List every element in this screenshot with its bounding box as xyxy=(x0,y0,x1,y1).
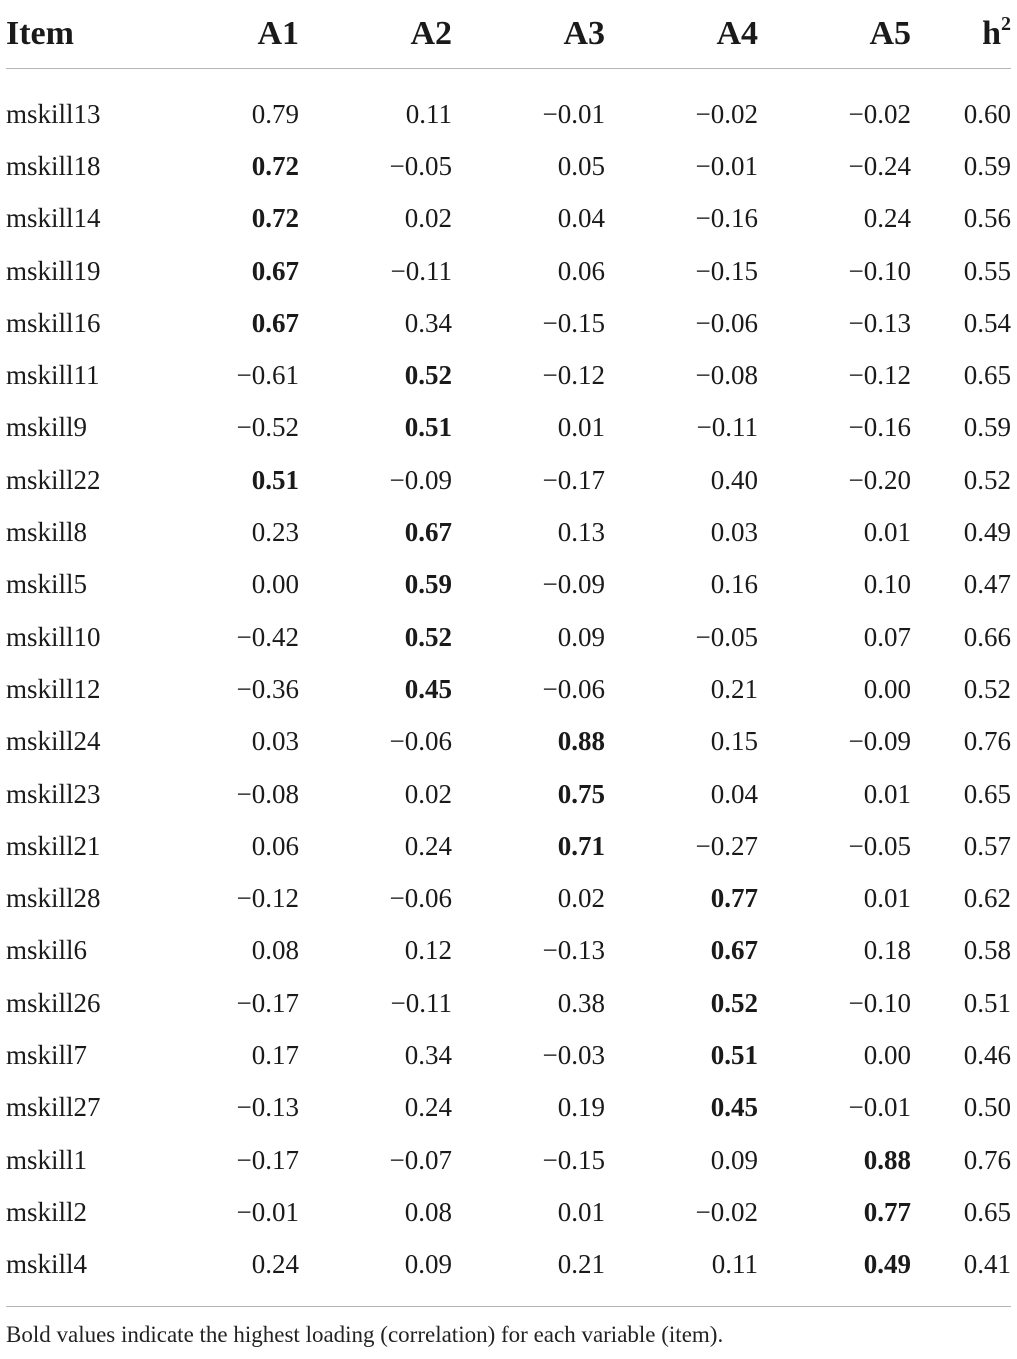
cell-a5: −0.10 xyxy=(848,987,911,1018)
cell-a2: 0.02 xyxy=(404,203,452,234)
cell-a1: 0.67 xyxy=(251,307,299,338)
cell-a2: −0.11 xyxy=(390,255,452,286)
cell-a1: 0.08 xyxy=(251,935,299,966)
cell-a5: −0.12 xyxy=(848,360,911,391)
cell-a1: 0.03 xyxy=(251,726,299,757)
header-a4: A4 xyxy=(605,0,758,69)
cell-item: mskill14 xyxy=(6,203,101,234)
cell-item: mskill6 xyxy=(6,935,88,966)
cell-a3: 0.01 xyxy=(557,1196,605,1227)
cell-a1: 0.72 xyxy=(251,150,299,181)
cell-a3: −0.17 xyxy=(542,464,605,495)
cell-a4: 0.11 xyxy=(711,1249,758,1280)
cell-a4: −0.05 xyxy=(695,621,758,652)
cell-a2: −0.09 xyxy=(389,464,452,495)
cell-a4: 0.67 xyxy=(710,935,758,966)
header-a3: A3 xyxy=(452,0,605,69)
cell-h2: 0.50 xyxy=(963,1092,1011,1123)
cell-a1: −0.17 xyxy=(236,987,299,1018)
cell-a3: −0.03 xyxy=(542,1039,605,1070)
cell-a3: 0.75 xyxy=(557,778,605,809)
cell-a3: 0.38 xyxy=(557,987,605,1018)
cell-a2: 0.34 xyxy=(404,307,452,338)
table-row xyxy=(6,768,1011,820)
cell-a3: −0.09 xyxy=(542,569,605,600)
cell-a2: 0.12 xyxy=(404,935,452,966)
cell-h2: 0.56 xyxy=(963,203,1011,234)
cell-a5: −0.16 xyxy=(848,412,911,443)
cell-a5: 0.01 xyxy=(863,778,911,809)
cell-h2: 0.76 xyxy=(963,726,1011,757)
header-a2: A2 xyxy=(299,0,452,69)
cell-a1: 0.79 xyxy=(251,98,299,129)
cell-item: mskill12 xyxy=(6,673,101,704)
cell-item: mskill9 xyxy=(6,412,88,443)
cell-a2: 0.52 xyxy=(404,360,452,391)
cell-h2: 0.51 xyxy=(963,987,1011,1018)
cell-a1: −0.08 xyxy=(236,778,299,809)
cell-a1: 0.67 xyxy=(251,255,299,286)
table-row xyxy=(6,193,1011,245)
cell-a1: −0.36 xyxy=(236,673,299,704)
cell-item: mskill27 xyxy=(6,1092,101,1123)
loadings-table-container xyxy=(6,0,1011,1291)
cell-a1: −0.01 xyxy=(236,1196,299,1227)
cell-a2: 0.02 xyxy=(404,778,452,809)
cell-item: mskill2 xyxy=(6,1196,88,1227)
cell-a1: 0.51 xyxy=(251,464,299,495)
cell-a1: −0.13 xyxy=(236,1092,299,1123)
table-bottom-rule xyxy=(6,1306,1011,1307)
cell-a5: 0.01 xyxy=(863,883,911,914)
cell-h2: 0.46 xyxy=(963,1039,1011,1070)
header-a5: A5 xyxy=(758,0,911,69)
cell-h2: 0.57 xyxy=(963,830,1011,861)
cell-item: mskill11 xyxy=(6,360,100,391)
cell-a4: 0.03 xyxy=(710,517,758,548)
cell-a2: −0.06 xyxy=(389,883,452,914)
table-row xyxy=(6,872,1011,924)
cell-a2: 0.67 xyxy=(404,517,452,548)
cell-a2: 0.11 xyxy=(405,98,452,129)
cell-item: mskill19 xyxy=(6,255,101,286)
cell-item: mskill5 xyxy=(6,569,88,600)
cell-a5: −0.10 xyxy=(848,255,911,286)
cell-a3: 0.21 xyxy=(557,1249,605,1280)
header-h2-superscript: 2 xyxy=(1001,13,1011,35)
cell-a4: 0.45 xyxy=(710,1092,758,1123)
cell-a2: 0.24 xyxy=(404,1092,452,1123)
table-row xyxy=(6,1029,1011,1081)
cell-a5: 0.01 xyxy=(863,517,911,548)
cell-a1: −0.12 xyxy=(236,883,299,914)
table-row xyxy=(6,1134,1011,1186)
cell-a5: 0.00 xyxy=(863,673,911,704)
table-row xyxy=(6,925,1011,977)
cell-a5: 0.49 xyxy=(863,1249,911,1280)
table-row xyxy=(6,820,1011,872)
cell-a5: −0.02 xyxy=(848,98,911,129)
header-item: Item xyxy=(6,0,146,69)
cell-a1: 0.72 xyxy=(251,203,299,234)
cell-item: mskill24 xyxy=(6,726,101,757)
cell-a2: −0.05 xyxy=(389,150,452,181)
cell-a1: −0.42 xyxy=(236,621,299,652)
cell-item: mskill13 xyxy=(6,98,101,129)
cell-h2: 0.59 xyxy=(963,412,1011,443)
cell-a1: −0.61 xyxy=(236,360,299,391)
cell-h2: 0.41 xyxy=(963,1249,1011,1280)
table-row xyxy=(6,1186,1011,1238)
table-row xyxy=(6,506,1011,558)
cell-h2: 0.65 xyxy=(963,360,1011,391)
cell-item: mskill21 xyxy=(6,830,101,861)
table-body xyxy=(6,69,1011,1291)
header-h2 xyxy=(911,0,1011,69)
cell-a5: 0.07 xyxy=(863,621,911,652)
table-row xyxy=(6,245,1011,297)
cell-h2: 0.65 xyxy=(963,1196,1011,1227)
cell-a4: −0.27 xyxy=(695,830,758,861)
cell-h2: 0.62 xyxy=(963,883,1011,914)
cell-h2: 0.65 xyxy=(963,778,1011,809)
cell-a2: −0.07 xyxy=(389,1144,452,1175)
cell-item: mskill7 xyxy=(6,1039,88,1070)
cell-a5: −0.05 xyxy=(848,830,911,861)
cell-a3: 0.88 xyxy=(557,726,605,757)
table-row xyxy=(6,1082,1011,1134)
header-h2-base: h xyxy=(982,15,1001,52)
cell-a4: 0.40 xyxy=(710,464,758,495)
cell-a3: 0.09 xyxy=(557,621,605,652)
cell-a4: 0.21 xyxy=(710,673,758,704)
header-row xyxy=(6,0,1011,69)
cell-a5: 0.88 xyxy=(863,1144,911,1175)
table-row xyxy=(6,402,1011,454)
cell-item: mskill18 xyxy=(6,150,101,181)
cell-h2: 0.58 xyxy=(963,935,1011,966)
table-row xyxy=(6,977,1011,1029)
cell-a2: 0.08 xyxy=(404,1196,452,1227)
cell-a4: 0.09 xyxy=(710,1144,758,1175)
cell-item: mskill26 xyxy=(6,987,101,1018)
cell-item: mskill22 xyxy=(6,464,101,495)
cell-item: mskill28 xyxy=(6,883,101,914)
cell-a4: −0.02 xyxy=(695,1196,758,1227)
cell-a5: 0.18 xyxy=(863,935,911,966)
cell-a3: 0.04 xyxy=(557,203,605,234)
cell-a3: 0.06 xyxy=(557,255,605,286)
cell-a3: −0.12 xyxy=(542,360,605,391)
cell-a5: 0.00 xyxy=(863,1039,911,1070)
cell-a4: 0.04 xyxy=(710,778,758,809)
cell-a3: 0.02 xyxy=(557,883,605,914)
cell-a4: 0.15 xyxy=(710,726,758,757)
cell-a4: −0.11 xyxy=(696,412,758,443)
table-row xyxy=(6,349,1011,401)
table-header xyxy=(6,0,1011,69)
table-row xyxy=(6,663,1011,715)
cell-item: mskill16 xyxy=(6,307,101,338)
cell-a3: −0.01 xyxy=(542,98,605,129)
cell-a5: −0.13 xyxy=(848,307,911,338)
cell-a4: −0.02 xyxy=(695,98,758,129)
cell-a4: 0.16 xyxy=(710,569,758,600)
cell-h2: 0.49 xyxy=(963,517,1011,548)
cell-a1: −0.17 xyxy=(236,1144,299,1175)
cell-a4: 0.77 xyxy=(710,883,758,914)
cell-a4: −0.16 xyxy=(695,203,758,234)
factor-loadings-table xyxy=(6,0,1011,1291)
cell-h2: 0.52 xyxy=(963,464,1011,495)
cell-a2: −0.06 xyxy=(389,726,452,757)
cell-a1: −0.52 xyxy=(236,412,299,443)
cell-a4: −0.06 xyxy=(695,307,758,338)
cell-item: mskill8 xyxy=(6,517,88,548)
cell-a2: 0.24 xyxy=(404,830,452,861)
cell-a5: 0.77 xyxy=(863,1196,911,1227)
cell-h2: 0.52 xyxy=(963,673,1011,704)
cell-item: mskill10 xyxy=(6,621,101,652)
cell-a5: −0.01 xyxy=(848,1092,911,1123)
cell-a5: 0.10 xyxy=(863,569,911,600)
cell-a5: 0.24 xyxy=(863,203,911,234)
cell-a1: 0.24 xyxy=(251,1249,299,1280)
cell-h2: 0.54 xyxy=(963,307,1011,338)
cell-a3: −0.15 xyxy=(542,1144,605,1175)
cell-a2: 0.51 xyxy=(404,412,452,443)
cell-a1: 0.17 xyxy=(251,1039,299,1070)
cell-a3: −0.06 xyxy=(542,673,605,704)
table-row xyxy=(6,611,1011,663)
cell-a4: −0.08 xyxy=(695,360,758,391)
table-row xyxy=(6,454,1011,506)
cell-a3: 0.05 xyxy=(557,150,605,181)
cell-item: mskill1 xyxy=(6,1144,88,1175)
cell-item: mskill4 xyxy=(6,1249,88,1280)
cell-a2: −0.11 xyxy=(390,987,452,1018)
cell-a5: −0.09 xyxy=(848,726,911,757)
cell-h2: 0.47 xyxy=(963,569,1011,600)
cell-a3: 0.71 xyxy=(557,830,605,861)
cell-a3: 0.13 xyxy=(557,517,605,548)
table-row xyxy=(6,88,1011,140)
cell-a1: 0.00 xyxy=(251,569,299,600)
header-spacer xyxy=(6,69,1011,89)
cell-h2: 0.55 xyxy=(963,255,1011,286)
table-row xyxy=(6,140,1011,192)
cell-a2: 0.45 xyxy=(404,673,452,704)
cell-a2: 0.09 xyxy=(404,1249,452,1280)
cell-a5: −0.24 xyxy=(848,150,911,181)
cell-a1: 0.23 xyxy=(251,517,299,548)
cell-a1: 0.06 xyxy=(251,830,299,861)
table-row xyxy=(6,1239,1011,1291)
cell-h2: 0.66 xyxy=(963,621,1011,652)
cell-a4: 0.51 xyxy=(710,1039,758,1070)
table-row xyxy=(6,716,1011,768)
header-a1: A1 xyxy=(146,0,299,69)
cell-item: mskill23 xyxy=(6,778,101,809)
cell-a4: 0.52 xyxy=(710,987,758,1018)
table-footnote: Bold values indicate the highest loading (correlation) for each variable (item). xyxy=(6,1322,724,1347)
cell-a3: −0.15 xyxy=(542,307,605,338)
cell-h2: 0.59 xyxy=(963,150,1011,181)
cell-a4: −0.01 xyxy=(695,150,758,181)
cell-a2: 0.34 xyxy=(404,1039,452,1070)
cell-a5: −0.20 xyxy=(848,464,911,495)
table-row xyxy=(6,559,1011,611)
cell-h2: 0.60 xyxy=(963,98,1011,129)
cell-a3: 0.01 xyxy=(557,412,605,443)
cell-a3: 0.19 xyxy=(557,1092,605,1123)
cell-a2: 0.59 xyxy=(404,569,452,600)
cell-a2: 0.52 xyxy=(404,621,452,652)
cell-a3: −0.13 xyxy=(542,935,605,966)
cell-a4: −0.15 xyxy=(695,255,758,286)
cell-h2: 0.76 xyxy=(963,1144,1011,1175)
table-row xyxy=(6,297,1011,349)
